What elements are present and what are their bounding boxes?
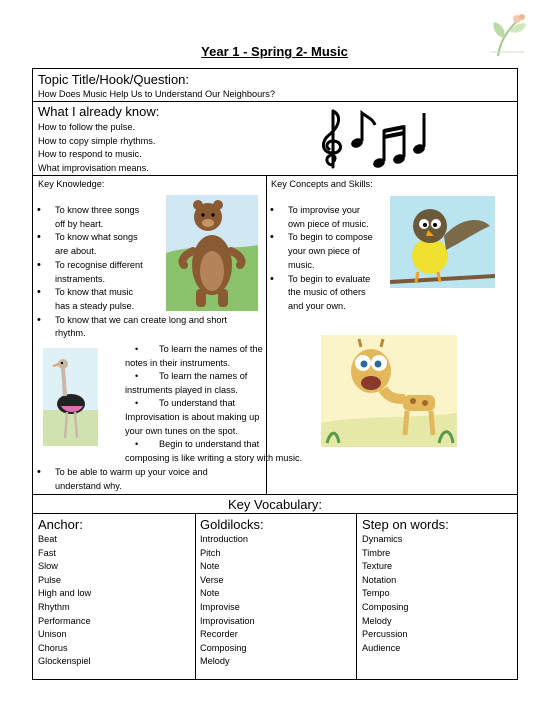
- vocab-word: Composing: [362, 601, 409, 612]
- step-on-heading: Step on words:: [362, 517, 449, 532]
- list-item: • To recognise different instraments.: [33, 259, 227, 286]
- giraffe-image: [321, 335, 457, 447]
- prior-item: What improvisation means.: [38, 162, 149, 173]
- list-item: • To know that music has a steady pulse.: [33, 286, 227, 313]
- ostrich-image: [43, 348, 98, 446]
- vocab-word: Pulse: [38, 574, 61, 585]
- page-title: Year 1 - Spring 2- Music: [201, 44, 348, 59]
- topic-heading: Topic Title/Hook/Question:: [38, 72, 190, 87]
- list-item: To learn the names of: [159, 371, 248, 382]
- anchor-word-list: [38, 533, 91, 669]
- vocab-word: Note: [200, 588, 220, 599]
- vocab-word: Dynamics: [362, 534, 403, 544]
- list-item: • To know that we can create long and short rhythm.: [33, 314, 227, 341]
- divider: [33, 101, 517, 102]
- vocabulary-heading: Key Vocabulary:: [228, 497, 322, 512]
- prior-heading: What I already know:: [38, 104, 160, 119]
- divider: [33, 494, 517, 495]
- vocab-word: Timbre: [362, 547, 391, 558]
- vocab-word: Improvise: [200, 601, 240, 612]
- school-logo: [484, 12, 530, 58]
- knowledge-organiser: [32, 68, 518, 680]
- concepts-list: [266, 204, 373, 314]
- vocab-word: Note: [200, 561, 220, 572]
- vocab-word: Chorus: [38, 642, 68, 653]
- list-item: instruments played in class.: [125, 384, 238, 395]
- vocab-word: Texture: [362, 561, 393, 572]
- vocab-word: Introduction: [200, 534, 249, 544]
- list-item: • To improvise your own piece of music.: [266, 204, 373, 231]
- vocab-word: Rhythm: [38, 601, 70, 612]
- vocab-word: Performance: [38, 615, 91, 626]
- vocab-word: Improvisation: [200, 615, 255, 626]
- prior-item: How to copy simple rhythms.: [38, 135, 156, 146]
- vocab-word: Melody: [200, 656, 230, 667]
- concepts-heading: Key Concepts and Skills:: [271, 179, 373, 189]
- vocab-word: Percussion: [362, 629, 408, 640]
- list-item: notes in their instruments.: [125, 357, 231, 368]
- vocab-word: Slow: [38, 561, 58, 572]
- list-bullet: •: [135, 398, 139, 409]
- bear-image: [166, 195, 258, 311]
- vocab-word: Verse: [200, 574, 224, 585]
- list-item: To learn the names of the: [159, 344, 263, 354]
- prior-item: How to follow the pulse.: [38, 122, 136, 132]
- goldilocks-word-list: [200, 533, 255, 669]
- vocab-word: High and low: [38, 588, 92, 599]
- list-item: To understand that: [159, 398, 236, 409]
- prior-item: How to respond to music.: [38, 149, 142, 160]
- music-notes-image: [317, 105, 437, 173]
- vocab-word: Composing: [200, 642, 247, 653]
- list-bullet: •: [135, 371, 139, 382]
- divider: [33, 513, 517, 514]
- vocab-word: Recorder: [200, 629, 238, 640]
- list-item: Begin to understand that: [159, 439, 260, 450]
- vocab-word: Audience: [362, 642, 401, 653]
- vocab-word: Pitch: [200, 547, 221, 558]
- vocab-word: Melody: [362, 615, 392, 626]
- list-bullet: •: [135, 439, 139, 450]
- topic-question: How Does Music Help Us to Understand Our Neighbours?: [38, 89, 275, 99]
- list-item: your own tunes on the spot.: [125, 425, 238, 436]
- list-bullet: •: [135, 344, 139, 354]
- vocab-word: Notation: [362, 574, 397, 585]
- list-item: Improvisation is about making up: [125, 412, 260, 422]
- list-item: • To know what songs are about.: [33, 231, 227, 258]
- bird-image: [390, 196, 495, 288]
- knowledge-list-bottom: [33, 466, 208, 493]
- divider: [195, 513, 196, 680]
- vocab-word: Unison: [38, 629, 67, 640]
- goldilocks-heading: Goldilocks:: [200, 517, 264, 532]
- vocab-word: Fast: [38, 547, 56, 558]
- anchor-heading: Anchor:: [38, 517, 83, 532]
- list-item: • To be able to warm up your voice and understand why.: [33, 466, 208, 493]
- list-item: composing is like writing a story with music.: [125, 452, 303, 463]
- knowledge-heading: Key Knowledge:: [38, 179, 105, 189]
- list-item: • To know three songs off by heart.: [33, 204, 227, 231]
- list-item: • To begin to compose your own piece of music.: [266, 231, 373, 272]
- vocab-word: Tempo: [362, 588, 390, 599]
- vocab-word: Beat: [38, 534, 57, 544]
- list-item: • To begin to evaluate the music of others and your own.: [266, 273, 373, 314]
- vocab-word: Glockenspiel: [38, 656, 91, 667]
- step-on-word-list: [362, 533, 408, 655]
- divider: [356, 513, 357, 680]
